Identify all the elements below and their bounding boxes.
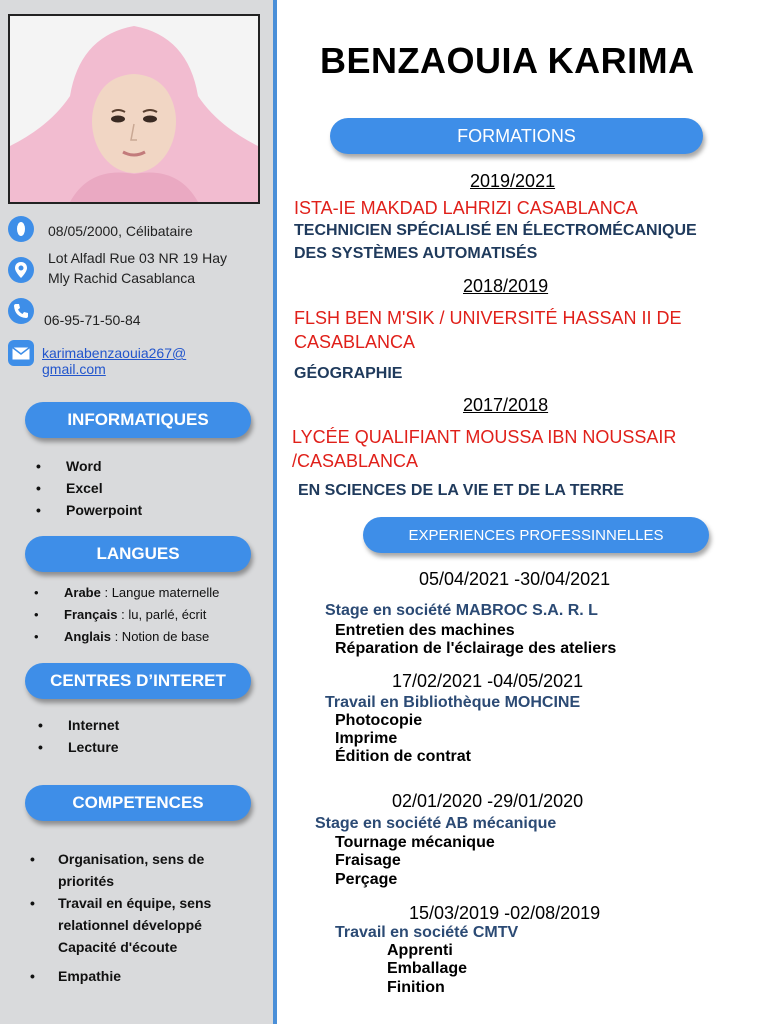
langues-title: LANGUES [96, 544, 180, 563]
language-level: : Notion de base [110, 629, 210, 644]
list-item: • Internet [38, 714, 119, 736]
experience-task: Emballage [387, 960, 468, 977]
location-icon [8, 257, 34, 283]
list-item: • Word [36, 455, 142, 477]
language-name: Anglais [64, 629, 111, 644]
formations-title: FORMATIONS [457, 125, 576, 146]
phone-number: 06-95-71-50-84 [44, 312, 141, 328]
experience-title: Stage en société AB mécanique [315, 815, 557, 832]
address-line-1: Lot Alfadl Rue 03 NR 19 Hay [48, 250, 227, 266]
informatiques-header [25, 402, 251, 438]
experience-task: Apprenti [387, 942, 453, 959]
formation-year: 2018/2019 [463, 276, 549, 296]
competence-line: relationnel développé [58, 917, 202, 933]
phone-icon [8, 298, 34, 324]
formation-school: ISTA-IE MAKDAD LAHRIZI CASABLANCA [294, 198, 638, 218]
langues-list [34, 582, 219, 648]
birth-date: 08/05/2000, [48, 223, 122, 239]
formation-school: CASABLANCA [294, 332, 416, 352]
experiences-header [363, 517, 709, 553]
experience-task: Photocopie [335, 712, 423, 729]
formation-school: FLSH BEN M'SIK / UNIVERSITÉ HASSAN II DE [294, 308, 682, 328]
email-link[interactable] [42, 345, 186, 377]
candidate-name: BENZAOUIA KARIMA [320, 40, 695, 81]
experience-dates: 17/02/2021 -04/05/2021 [392, 671, 584, 691]
competences-title: COMPETENCES [72, 793, 204, 812]
list-item [34, 582, 219, 604]
email-icon [8, 340, 34, 366]
language-level: : lu, parlé, écrit [117, 607, 207, 622]
competence-line: Capacité d'écoute [58, 939, 178, 955]
email-line-1: karimabenzaouia267@ [42, 345, 187, 361]
experience-task: Fraisage [335, 852, 401, 869]
birth-status [48, 221, 193, 241]
email-line-2: gmail.com [42, 361, 106, 377]
experience-dates: 05/04/2021 -30/04/2021 [419, 569, 611, 589]
experience-task: Réparation de l'éclairage des ateliers [335, 640, 617, 657]
formation-school: /CASABLANCA [292, 451, 419, 471]
experiences-title: EXPERIENCES PROFESSINNELLES [408, 526, 664, 544]
formation-year: 2019/2021 [470, 171, 556, 191]
interets-list [38, 714, 119, 758]
competence-line: Empathie [58, 968, 122, 984]
language-name: Arabe [64, 585, 101, 600]
sidebar-divider [273, 0, 277, 1024]
formation-degree: DES SYSTÈMES AUTOMATISÉS [294, 245, 538, 262]
competence-line: Organisation, sens de [58, 851, 205, 867]
experience-task: Finition [387, 979, 445, 996]
list-item [34, 626, 219, 648]
experience-task: Entretien des machines [335, 622, 515, 639]
experience-task: Imprime [335, 730, 398, 747]
formation-degree: TECHNICIEN SPÉCIALISÉ EN ÉLECTROMÉCANIQUE [294, 222, 697, 239]
formation-school: LYCÉE QUALIFIANT MOUSSA IBN NOUSSAIR [292, 427, 677, 447]
profile-photo [8, 14, 260, 204]
langues-header [25, 536, 251, 572]
competences-list [30, 848, 211, 987]
experience-task: Tournage mécanique [335, 834, 495, 851]
competence-line: Travail en équipe, sens [58, 895, 212, 911]
experience-title: Travail en Bibliothèque MOHCINE [325, 694, 581, 711]
informatiques-list [36, 455, 142, 521]
language-level: : Langue maternelle [100, 585, 220, 600]
formation-degree: EN SCIENCES DE LA VIE ET DE LA TERRE [298, 482, 624, 499]
formation-degree: GÉOGRAPHIE [294, 365, 403, 382]
experience-title: Stage en société MABROC S.A. R. L [325, 602, 598, 619]
experience-dates: 02/01/2020 -29/01/2020 [392, 791, 584, 811]
formations-header [330, 118, 703, 154]
list-item: • Empathie [30, 965, 211, 987]
list-item: • Lecture [38, 736, 119, 758]
interets-title: CENTRES D’INTERET [50, 671, 226, 690]
list-item: • Excel [36, 477, 142, 499]
experience-task: Édition de contrat [335, 748, 471, 765]
informatiques-title: INFORMATIQUES [67, 410, 209, 429]
list-item [34, 604, 219, 626]
experience-dates: 15/03/2019 -02/08/2019 [409, 903, 601, 923]
list-item: • Powerpoint [36, 499, 142, 521]
formation-year: 2017/2018 [463, 395, 549, 415]
interets-header [25, 663, 251, 699]
address-line-2: Mly Rachid Casablanca [48, 270, 196, 286]
pin-icon [8, 216, 34, 242]
competence-line: priorités [58, 873, 115, 889]
list-item: • Organisation, sens de priorités [30, 848, 211, 892]
competences-header [25, 785, 251, 821]
experience-title: Travail en société CMTV [335, 924, 519, 941]
list-item: • Travail en équipe, sens relationnel développé Capacité d'écoute [30, 892, 211, 958]
experience-task: Perçage [335, 871, 398, 888]
language-name: Français [64, 607, 118, 622]
marital-status: Célibataire [121, 223, 193, 239]
address [48, 248, 227, 288]
